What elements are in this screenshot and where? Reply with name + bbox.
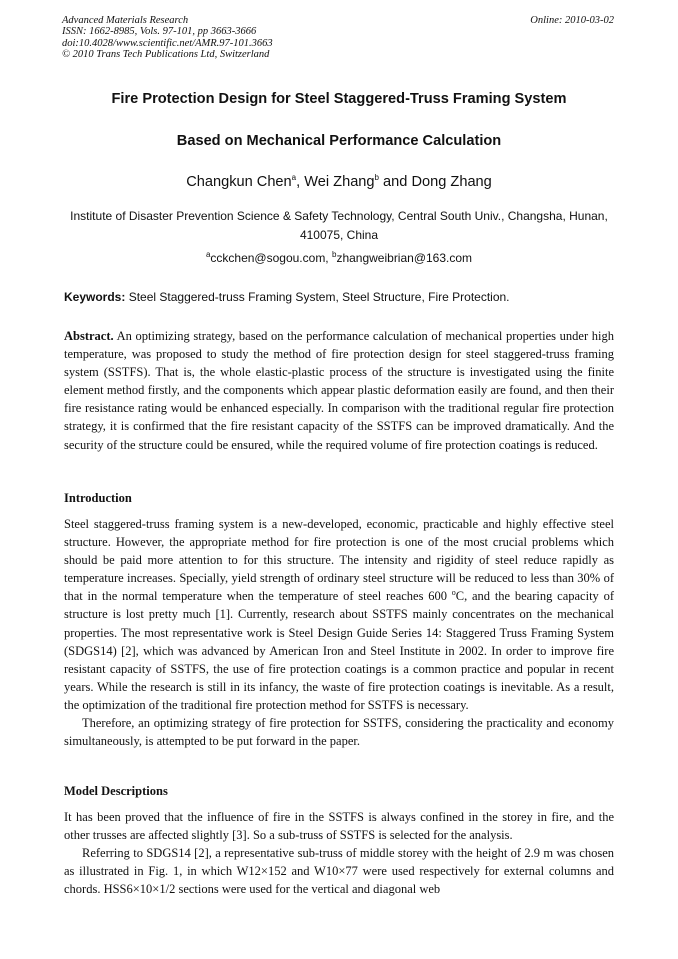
email-a: cckchen@sogou.com, bbox=[210, 251, 332, 265]
author-1: Changkun Chen bbox=[186, 174, 292, 190]
email-b: zhangweibrian@163.com bbox=[336, 251, 473, 265]
keywords bbox=[64, 290, 616, 304]
copyright-line: © 2010 Trans Tech Publications Ltd, Switzerland bbox=[62, 48, 270, 60]
email-b-mark: b bbox=[331, 250, 337, 259]
author-1-affil-mark: a bbox=[291, 173, 297, 183]
paragraph: Therefore, an optimizing strategy of fire protection for SSTFS, considering the practicality and economy simultaneously, is attempted to be put forward in the paper. bbox=[64, 716, 614, 749]
paragraph: It has been proved that the influence of fire in the SSTFS is always confined in the storey in fire, and the other trusses are affected slightly [3]. So a sub-truss of SSTFS is selected for the analysis. bbox=[64, 810, 614, 843]
introduction-body bbox=[64, 515, 614, 750]
author-2-affil-mark: b bbox=[374, 173, 379, 183]
section-heading-introduction: Introduction bbox=[64, 491, 132, 505]
model-descriptions-body bbox=[64, 808, 614, 898]
journal-header bbox=[62, 15, 273, 60]
paragraph-text: Steel staggered-truss framing system is a new-developed, economic, practicable and highly effective steel structure. However, the appropriate method for fire protection is one of the most crucial problems which should be paid more attention to for this structure. The intensity and rigidity of steel reduce rapidly as temperature increases. Specially, yield strength of ordinary steel structure will be reduced to less than 30% of that in the normal temperature when the temperature of steel reaches 600 bbox=[64, 517, 614, 604]
author-emails bbox=[40, 251, 638, 265]
section-heading-model-descriptions: Model Descriptions bbox=[64, 784, 168, 798]
paper-title-line-2: Based on Mechanical Performance Calculation bbox=[176, 133, 502, 149]
online-date: Online: 2010-03-02 bbox=[530, 15, 614, 26]
abstract-label: Abstract. bbox=[64, 329, 114, 343]
author-separator: , bbox=[296, 174, 305, 190]
author-list bbox=[40, 174, 638, 190]
doi-line: doi:10.4028/www.scientific.net/AMR.97-101.3663 bbox=[62, 37, 273, 49]
issn-line: ISSN: 1662-8985, Vols. 97-101, pp 3663-3666 bbox=[62, 26, 257, 38]
affiliation: Institute of Disaster Prevention Science & Safety Technology, Central South Univ., Changsha, Hunan, 410075, China bbox=[70, 209, 608, 242]
journal-name: Advanced Materials Research bbox=[62, 15, 189, 26]
paper-title-line-1: Fire Protection Design for Steel Staggered-Truss Framing System bbox=[111, 91, 567, 107]
author-3: Dong Zhang bbox=[411, 174, 492, 190]
email-a-mark: a bbox=[205, 250, 211, 259]
author-2: Wei Zhang bbox=[304, 174, 375, 190]
abstract bbox=[64, 327, 614, 454]
paragraph-text: C, and the bearing capacity of structure is lost pretty much [1]. Currently, research about SSTFS mainly concentrates on the mechanical properties. The most representative work is Steel Design Guide Series 14: Staggered Truss Framing System (SDGS14) [2], which was advanced by American Iron and Steel Institute in 2002. In order to improve fire resistant capacity of SSTFS, the use of fire protection coatings is a common practice and popular in recent years. While the research is still in its infancy, the waste of fire protection coatings is inevitable. As a result, the optimization of the traditional fire protection method for SSTFS is necessary. bbox=[64, 589, 614, 712]
author-separator: and bbox=[379, 174, 412, 190]
paragraph: Referring to SDGS14 [2], a representative sub-truss of middle storey with the height of 2.9 m was chosen as illustrated in Fig. 1, in which W12×152 and W10×77 were used respectively for external columns and chords. HSS6×10×1/2 sections were used for the vertical and diagonal web bbox=[64, 846, 614, 897]
keywords-label: Keywords: bbox=[64, 290, 126, 304]
abstract-text: An optimizing strategy, based on the performance calculation of mechanical properties under high temperature, was proposed to study the method of fire protection design for steel staggered-truss framing system (SSTFS). That is, the whole elastic-plastic process of the structure is investigated using the finite element method firstly, and the components which appear plastic deformation easily are found, and then their fire resistance rating would be enhanced especially. In comparison with the traditional regular fire protection strategy, it is confirmed that the fire resistant capacity of the SSTFS can be improved dramatically. And the security of the structure could be ensured, while the required volume of fire protection coatings is reduced. bbox=[64, 329, 614, 452]
paragraph bbox=[64, 515, 614, 714]
keywords-text: Steel Staggered-truss Framing System, Steel Structure, Fire Protection. bbox=[125, 290, 510, 304]
degree-mark: o bbox=[451, 588, 456, 598]
